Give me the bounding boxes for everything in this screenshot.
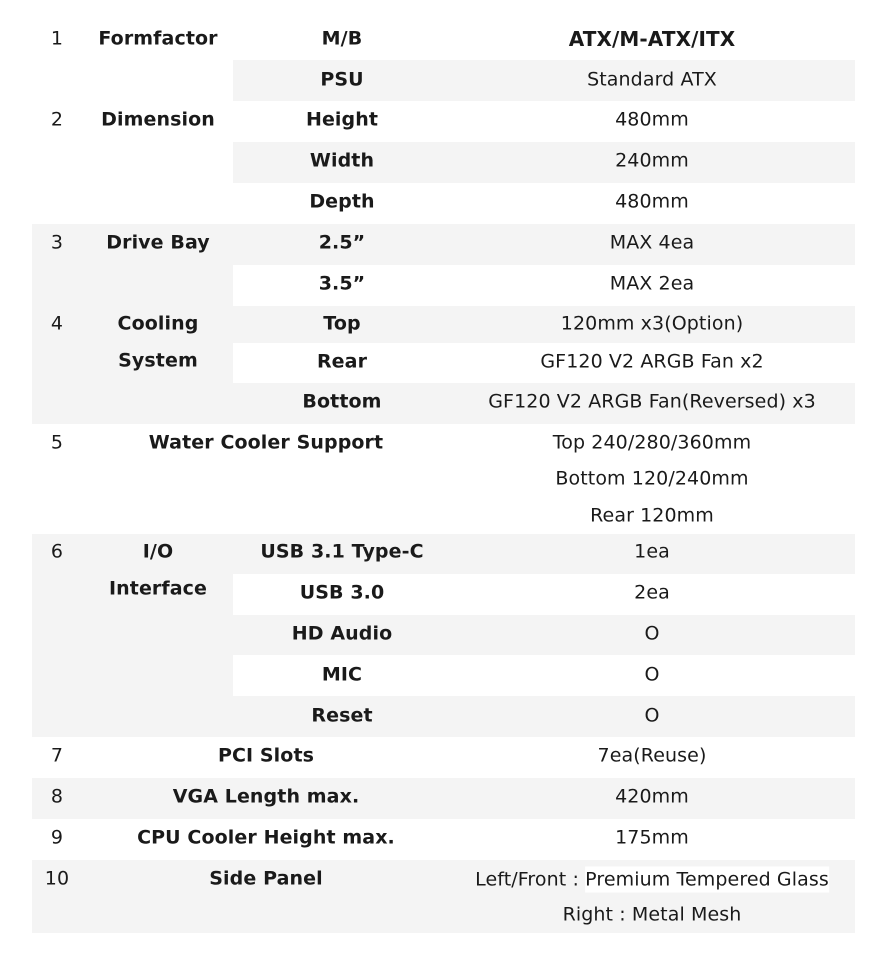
value-mb: ATX/M-ATX/ITX [568,27,736,51]
item-usb30: USB 3.0 [299,581,385,604]
side-panel-left-front-text: Premium Tempered Glass [585,868,829,891]
item-height: Height [305,108,379,131]
side-panel-right-label: Right : [562,903,632,926]
value-psu: Standard ATX [587,68,717,91]
category-water-cooler: Water Cooler Support [148,431,384,454]
item-mic: MIC [321,663,363,686]
value-side-panel-right [562,903,742,926]
value-side-panel-left-front [475,868,829,891]
row-number: 4 [50,312,64,335]
row-number: 10 [44,867,70,890]
value-rear: GF120 V2 ARGB Fan x2 [540,350,764,373]
value-usb31: 1ea [634,540,670,563]
value-depth: 480mm [615,190,689,213]
value-usb30: 2ea [634,581,670,604]
value-water-rear: Rear 120mm [590,504,714,527]
value-hd-audio: O [644,622,660,645]
side-panel-left-front-label: Left/Front : [475,868,586,891]
item-top: Top [323,312,361,335]
item-mb: M/B [321,27,363,50]
value-water-bottom: Bottom 120/240mm [555,467,749,490]
value-vga-length: 420mm [615,785,689,808]
category-dimension: Dimension [101,108,215,131]
row-number: 5 [50,431,64,454]
category-cooling-line1: Cooling [117,312,199,335]
row-number: 7 [50,744,64,767]
item-reset: Reset [311,704,373,727]
item-bottom: Bottom [302,390,382,413]
item-psu: PSU [320,68,364,91]
value-reset: O [644,704,660,727]
item-2-5: 2.5” [318,231,366,254]
row-number: 1 [50,27,64,50]
row-number: 3 [50,231,64,254]
value-water-top: Top 240/280/360mm [552,431,752,454]
item-width: Width [309,149,375,172]
category-cooling-line2: System [118,349,198,372]
category-drive-bay: Drive Bay [106,231,210,254]
row-number: 9 [50,826,64,849]
category-io-line1: I/O [142,540,174,563]
value-height: 480mm [615,108,689,131]
category-pci-slots: PCI Slots [217,744,315,767]
category-side-panel: Side Panel [209,867,323,890]
item-3-5: 3.5” [318,272,366,295]
item-rear: Rear [316,350,368,373]
category-io-line2: Interface [108,577,208,600]
band-vga [32,778,855,819]
band-io [32,534,855,737]
value-bottom: GF120 V2 ARGB Fan(Reversed) x3 [488,390,816,413]
row-number: 6 [50,540,64,563]
value-mic: O [644,663,660,686]
side-panel-right-text: Metal Mesh [631,903,742,926]
category-cpu-cooler-height: CPU Cooler Height max. [137,826,395,849]
item-usb31: USB 3.1 Type-C [260,540,424,563]
row-number: 8 [50,785,64,808]
value-width: 240mm [615,149,689,172]
value-cpu-cooler-height: 175mm [615,826,689,849]
row-number: 2 [50,108,64,131]
category-vga-length: VGA Length max. [172,785,360,808]
category-formfactor: Formfactor [98,27,218,50]
value-3-5: MAX 2ea [609,272,695,295]
item-depth: Depth [309,190,375,213]
value-top: 120mm x3(Option) [560,312,744,335]
item-hd-audio: HD Audio [291,622,393,645]
value-pci-slots: 7ea(Reuse) [597,744,707,767]
value-2-5: MAX 4ea [609,231,695,254]
